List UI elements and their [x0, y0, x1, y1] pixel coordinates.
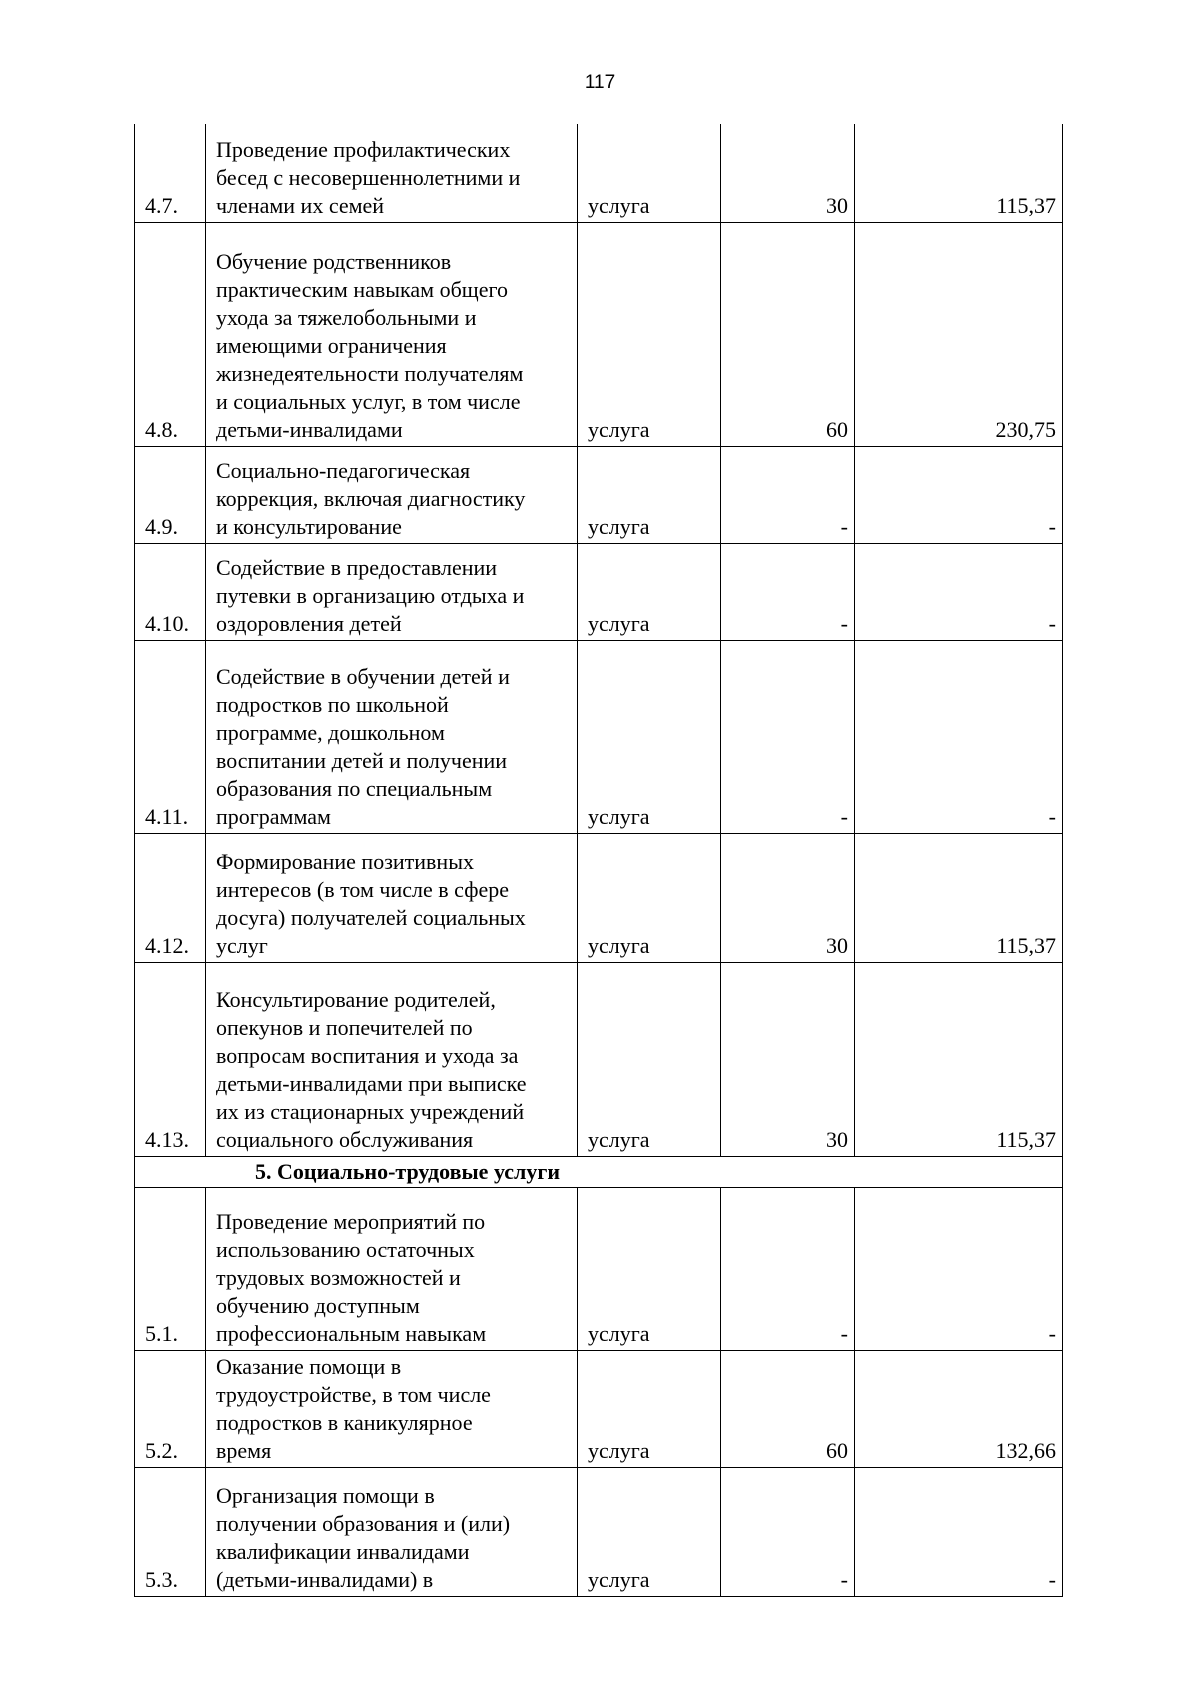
row-number: 4.9. — [135, 446, 206, 543]
service-name: Обучение родственников практическим навыкам общего ухода за тяжелобольными и имеющими ограничения жизнедеятельности получателям и социальных услуг, в том числе детьми-инвалидами — [206, 222, 578, 446]
service-name: Проведение профилактических бесед с несовершеннолетними и членами их семей — [206, 124, 578, 222]
table-row — [135, 640, 1063, 833]
row-number: 4.10. — [135, 543, 206, 640]
service-name: Социально-педагогическая коррекция, включая диагностику и консультирование — [206, 446, 578, 543]
table-row — [135, 833, 1063, 962]
table-row — [135, 222, 1063, 446]
unit-cell: услуга — [578, 833, 721, 962]
row-number: 4.12. — [135, 833, 206, 962]
table-row — [135, 446, 1063, 543]
service-name: Содействие в обучении детей и подростков по школьной программе, дошкольном воспитании детей и получении образования по специальным программам — [206, 640, 578, 833]
unit-cell: услуга — [578, 1467, 721, 1596]
row-number: 4.13. — [135, 962, 206, 1156]
table-row — [135, 1467, 1063, 1596]
price-cell: - — [855, 640, 1063, 833]
time-norm-cell: 30 — [721, 962, 855, 1156]
table-row — [135, 124, 1063, 222]
table-row — [135, 962, 1063, 1156]
service-name: Организация помощи в получении образования и (или) квалификации инвалидами (детьми-инвалидами) в — [206, 1467, 578, 1596]
unit-cell: услуга — [578, 962, 721, 1156]
page-number: 117 — [584, 72, 616, 93]
unit-cell: услуга — [578, 543, 721, 640]
price-cell: - — [855, 1187, 1063, 1350]
row-number: 5.1. — [135, 1187, 206, 1350]
row-number: 5.3. — [135, 1467, 206, 1596]
time-norm-cell: - — [721, 640, 855, 833]
price-cell: 132,66 — [855, 1350, 1063, 1467]
service-name: Содействие в предоставлении путевки в организацию отдыха и оздоровления детей — [206, 543, 578, 640]
table-row — [135, 543, 1063, 640]
price-cell: 115,37 — [855, 962, 1063, 1156]
price-cell: 115,37 — [855, 833, 1063, 962]
price-cell: - — [855, 543, 1063, 640]
row-number: 4.11. — [135, 640, 206, 833]
unit-cell: услуга — [578, 1350, 721, 1467]
table-row — [135, 1187, 1063, 1350]
services-table — [134, 124, 1063, 1597]
row-number: 4.8. — [135, 222, 206, 446]
unit-cell: услуга — [578, 640, 721, 833]
unit-cell: услуга — [578, 446, 721, 543]
price-cell: - — [855, 446, 1063, 543]
price-cell: 115,37 — [855, 124, 1063, 222]
unit-cell: услуга — [578, 1187, 721, 1350]
time-norm-cell: - — [721, 1467, 855, 1596]
service-name: Формирование позитивных интересов (в том числе в сфере досуга) получателей социальных услуг — [206, 833, 578, 962]
time-norm-cell: 30 — [721, 124, 855, 222]
unit-cell: услуга — [578, 124, 721, 222]
section-title: 5. Социально-трудовые услуги — [135, 1156, 1063, 1187]
time-norm-cell: 30 — [721, 833, 855, 962]
service-name: Консультирование родителей, опекунов и попечителей по вопросам воспитания и ухода за детьми-инвалидами при выписке их из стационарных учреждений социального обслуживания — [206, 962, 578, 1156]
table-row — [135, 1350, 1063, 1467]
unit-cell: услуга — [578, 222, 721, 446]
section-heading-row — [135, 1156, 1063, 1187]
price-cell: 230,75 — [855, 222, 1063, 446]
service-name: Проведение мероприятий по использованию остаточных трудовых возможностей и обучению доступным профессиональным навыкам — [206, 1187, 578, 1350]
time-norm-cell: - — [721, 446, 855, 543]
service-name: Оказание помощи в трудоустройстве, в том числе подростков в каникулярное время — [206, 1350, 578, 1467]
row-number: 5.2. — [135, 1350, 206, 1467]
time-norm-cell: 60 — [721, 1350, 855, 1467]
time-norm-cell: 60 — [721, 222, 855, 446]
row-number: 4.7. — [135, 124, 206, 222]
time-norm-cell: - — [721, 543, 855, 640]
time-norm-cell: - — [721, 1187, 855, 1350]
price-cell: - — [855, 1467, 1063, 1596]
